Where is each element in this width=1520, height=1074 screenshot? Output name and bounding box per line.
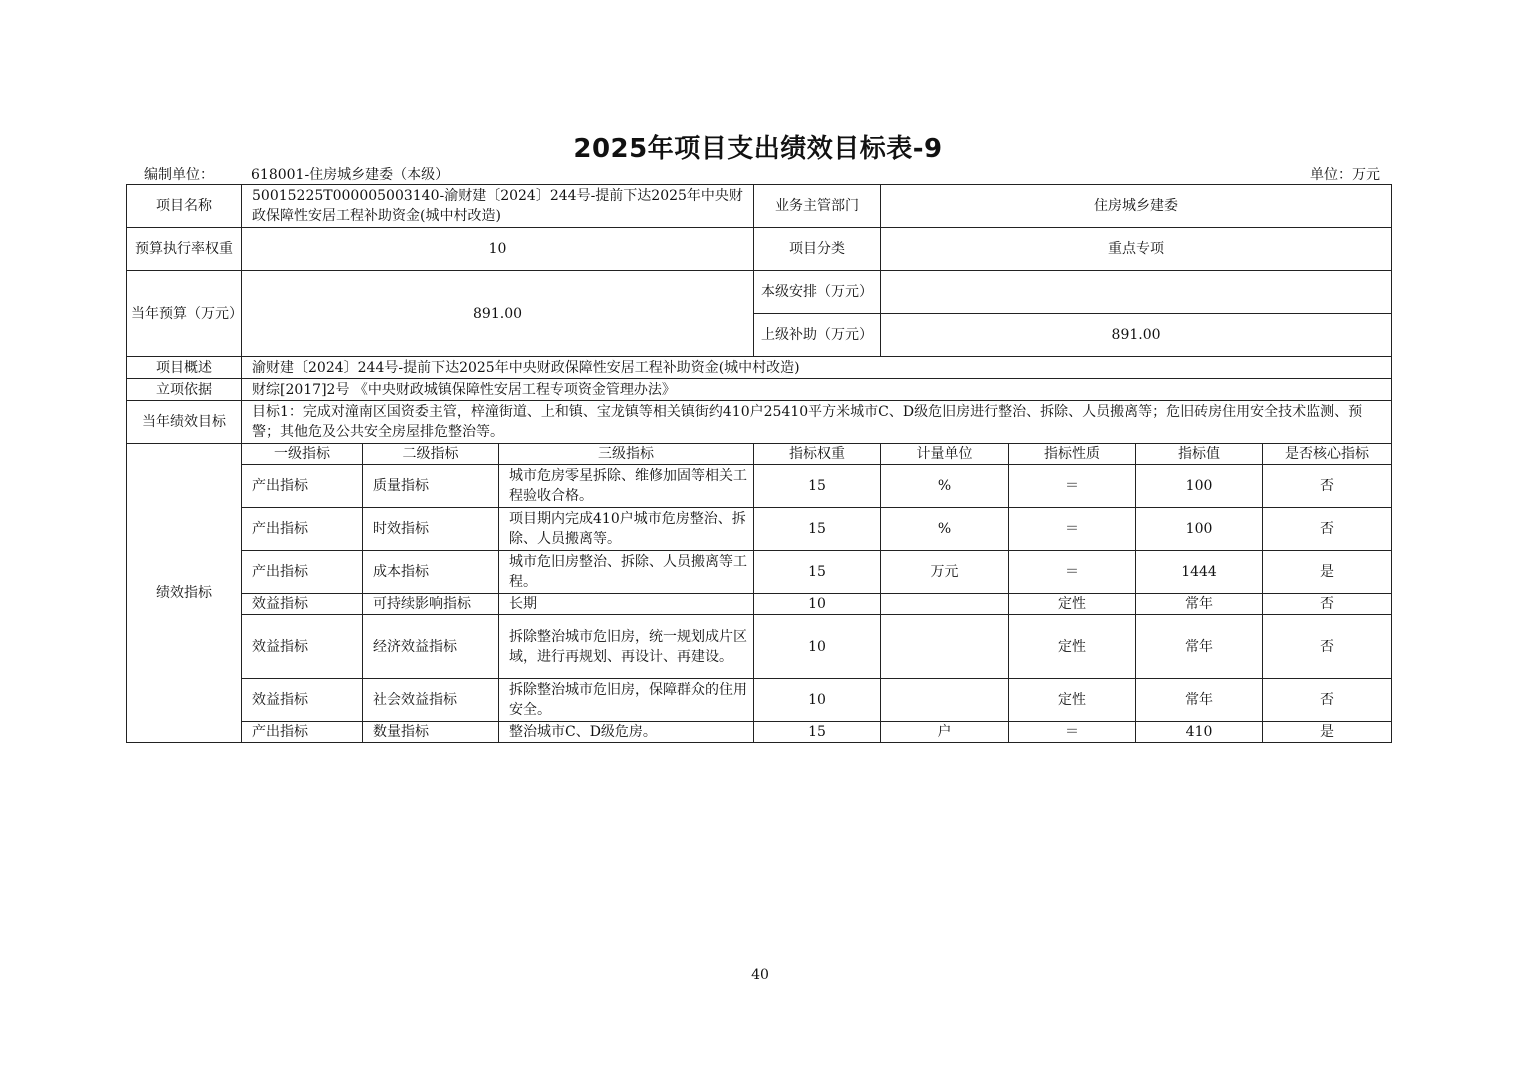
goal-label: 当年绩效目标 <box>127 401 242 444</box>
budget-value: 891.00 <box>242 271 754 357</box>
cell-level3: 长期 <box>499 594 754 615</box>
cell-level3: 城市危房零星拆除、维修加固等相关工程验收合格。 <box>499 465 754 508</box>
cell-level1: 效益指标 <box>242 594 363 615</box>
overview-value: 渝财建〔2024〕244号-提前下达2025年中央财政保障性安居工程补助资金(城中村改造) <box>242 357 1392 379</box>
table-row <box>127 722 1392 743</box>
cell-nature: ＝ <box>1009 508 1136 551</box>
cell-value: 1444 <box>1136 551 1263 594</box>
cell-core: 是 <box>1263 551 1392 594</box>
cell-unit <box>881 594 1009 615</box>
local-label: 本级安排（万元） <box>754 271 881 314</box>
cell-nature: 定性 <box>1009 679 1136 722</box>
cell-level2: 时效指标 <box>363 508 499 551</box>
cell-level1: 产出指标 <box>242 551 363 594</box>
currency-unit: 单位：万元 <box>1310 167 1380 183</box>
category-value: 重点专项 <box>881 228 1392 271</box>
cell-level3: 城市危旧房整治、拆除、人员搬离等工程。 <box>499 551 754 594</box>
perf-label: 绩效指标 <box>127 444 242 743</box>
page-title: 2025年项目支出绩效目标表-9 <box>573 134 943 164</box>
cell-unit: % <box>881 465 1009 508</box>
cell-unit: 户 <box>881 722 1009 743</box>
cell-weight: 10 <box>754 679 881 722</box>
weight-value: 10 <box>242 228 754 271</box>
goal-value: 目标1：完成对潼南区国资委主管，梓潼街道、上和镇、宝龙镇等相关镇街约410户25410平方米城市C、D级危旧房进行整治、拆除、人员搬离等；危旧砖房住用安全技术监测、预警；其他危及公共安全房屋排危整治等。 <box>242 401 1392 444</box>
cell-level2: 社会效益指标 <box>363 679 499 722</box>
cell-level1: 产出指标 <box>242 508 363 551</box>
cell-core: 否 <box>1263 508 1392 551</box>
cell-level2: 经济效益指标 <box>363 615 499 679</box>
cell-value: 常年 <box>1136 615 1263 679</box>
cell-value: 常年 <box>1136 679 1263 722</box>
cell-level3: 整治城市C、D级危房。 <box>499 722 754 743</box>
performance-table <box>126 184 1392 743</box>
upper-label: 上级补助（万元） <box>754 314 881 357</box>
cell-unit <box>881 615 1009 679</box>
cell-core: 否 <box>1263 594 1392 615</box>
cell-value: 常年 <box>1136 594 1263 615</box>
cell-level3: 拆除整治城市危旧房，保障群众的住用安全。 <box>499 679 754 722</box>
cell-nature: ＝ <box>1009 551 1136 594</box>
cell-weight: 15 <box>754 722 881 743</box>
table-row <box>127 508 1392 551</box>
header-level1: 一级指标 <box>242 444 363 465</box>
table-row <box>127 679 1392 722</box>
project-name-label: 项目名称 <box>127 185 242 228</box>
page-number: 40 <box>751 967 769 983</box>
cell-value: 410 <box>1136 722 1263 743</box>
cell-level1: 效益指标 <box>242 679 363 722</box>
header-unit: 计量单位 <box>881 444 1009 465</box>
table-row <box>127 465 1392 508</box>
cell-weight: 15 <box>754 465 881 508</box>
cell-nature: ＝ <box>1009 722 1136 743</box>
dept-label: 业务主管部门 <box>754 185 881 228</box>
cell-weight: 10 <box>754 615 881 679</box>
header-level2: 二级指标 <box>363 444 499 465</box>
cell-weight: 10 <box>754 594 881 615</box>
cell-weight: 15 <box>754 551 881 594</box>
cell-nature: ＝ <box>1009 465 1136 508</box>
table-row <box>127 551 1392 594</box>
cell-nature: 定性 <box>1009 615 1136 679</box>
cell-core: 是 <box>1263 722 1392 743</box>
upper-value: 891.00 <box>881 314 1392 357</box>
header-level3: 三级指标 <box>499 444 754 465</box>
cell-level2: 数量指标 <box>363 722 499 743</box>
cell-value: 100 <box>1136 508 1263 551</box>
cell-value: 100 <box>1136 465 1263 508</box>
cell-unit <box>881 679 1009 722</box>
cell-level1: 产出指标 <box>242 722 363 743</box>
basis-value: 财综[2017]2号 《中央财政城镇保障性安居工程专项资金管理办法》 <box>242 379 1392 401</box>
project-name: 50015225T000005003140-渝财建〔2024〕244号-提前下达2025年中央财政保障性安居工程补助资金(城中村改造) <box>242 185 754 228</box>
cell-level1: 效益指标 <box>242 615 363 679</box>
table-row <box>127 594 1392 615</box>
cell-core: 否 <box>1263 615 1392 679</box>
unit-value: 618001-住房城乡建委（本级） <box>251 167 450 183</box>
cell-unit: 万元 <box>881 551 1009 594</box>
header-weight: 指标权重 <box>754 444 881 465</box>
cell-level2: 成本指标 <box>363 551 499 594</box>
dept-value: 住房城乡建委 <box>881 185 1392 228</box>
cell-unit: % <box>881 508 1009 551</box>
cell-nature: 定性 <box>1009 594 1136 615</box>
cell-level3: 项目期内完成410户城市危房整治、拆除、人员搬离等。 <box>499 508 754 551</box>
category-label: 项目分类 <box>754 228 881 271</box>
local-value <box>881 271 1392 314</box>
cell-core: 否 <box>1263 465 1392 508</box>
basis-label: 立项依据 <box>127 379 242 401</box>
cell-level2: 质量指标 <box>363 465 499 508</box>
cell-level1: 产出指标 <box>242 465 363 508</box>
cell-weight: 15 <box>754 508 881 551</box>
cell-core: 否 <box>1263 679 1392 722</box>
table-row <box>127 615 1392 679</box>
cell-level3: 拆除整治城市危旧房，统一规划成片区域，进行再规划、再设计、再建设。 <box>499 615 754 679</box>
unit-label: 编制单位： <box>144 167 214 183</box>
weight-label: 预算执行率权重 <box>127 228 242 271</box>
header-core: 是否核心指标 <box>1263 444 1392 465</box>
header-nature: 指标性质 <box>1009 444 1136 465</box>
overview-label: 项目概述 <box>127 357 242 379</box>
budget-label: 当年预算（万元） <box>127 271 242 357</box>
header-value: 指标值 <box>1136 444 1263 465</box>
cell-level2: 可持续影响指标 <box>363 594 499 615</box>
